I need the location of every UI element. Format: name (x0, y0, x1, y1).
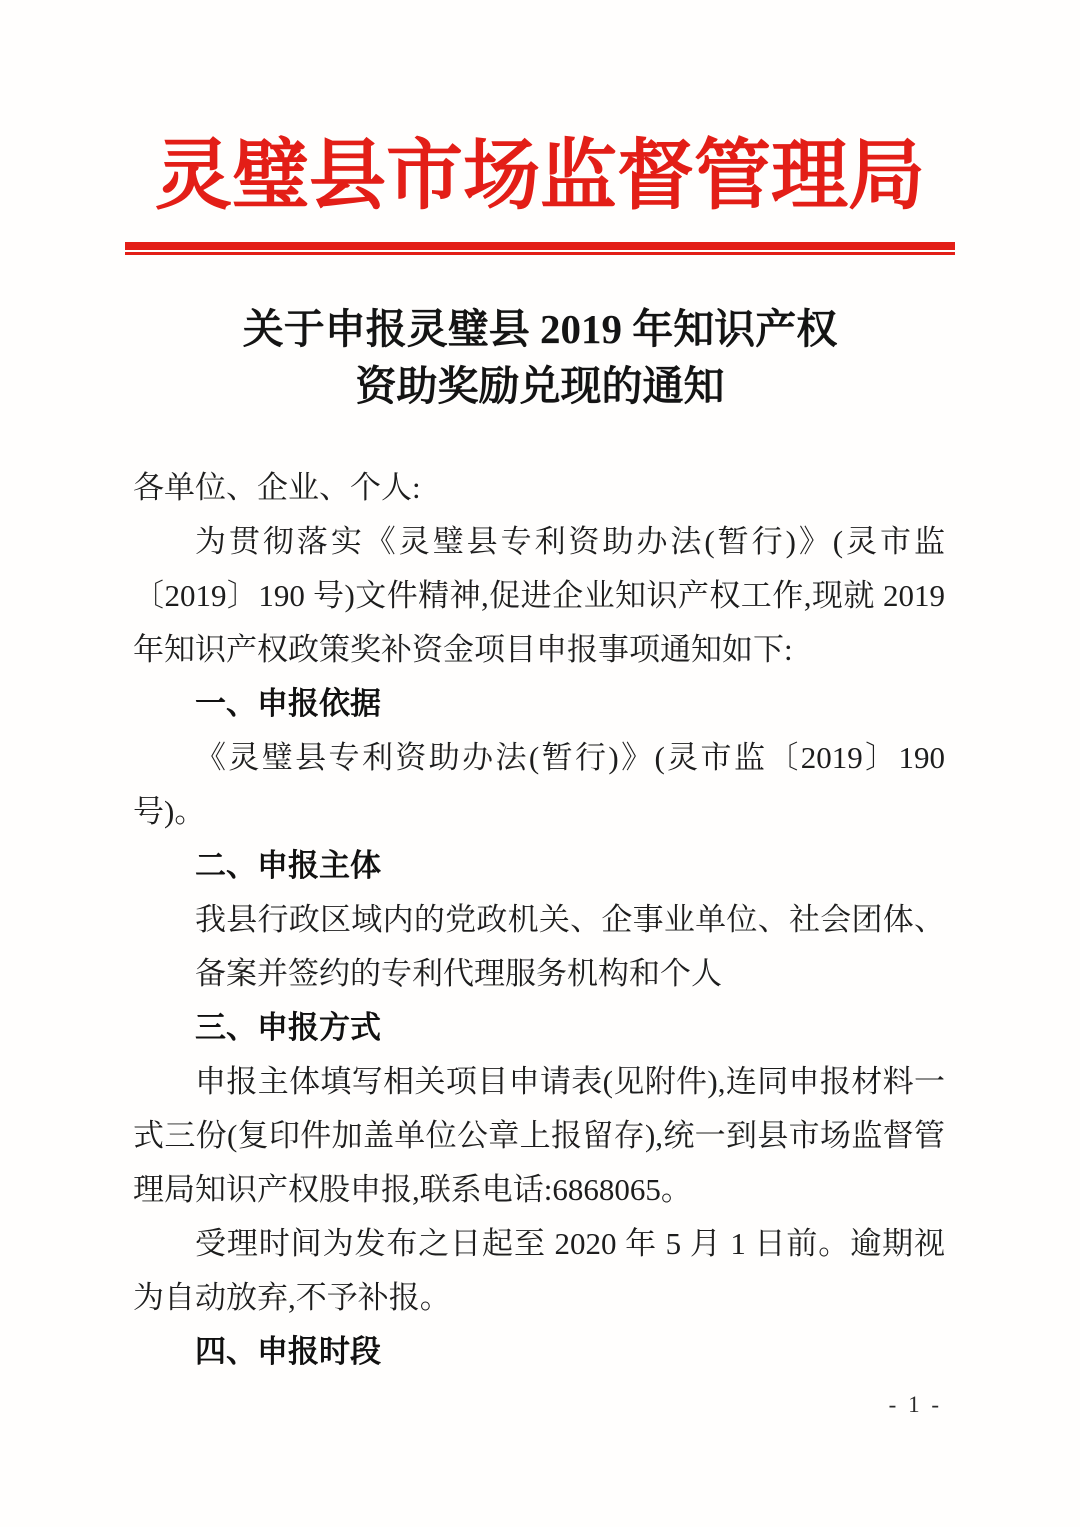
section-heading: 三、申报方式 (195, 1009, 381, 1045)
document-body (133, 461, 945, 1379)
body-paragraph: 受理时间为发布之日起至 2020 年 5 月 1 日前。逾期视为自动放弃,不予补报。 (133, 1225, 945, 1315)
document-title-line2: 资助奖励兑现的通知 (355, 362, 725, 409)
body-paragraph: 《灵璧县专利资助办法(暂行)》(灵市监〔2019〕190 号)。 (133, 739, 945, 829)
section-heading: 二、申报主体 (195, 847, 381, 883)
page-number: - 1 - (888, 1392, 942, 1417)
section-heading: 四、申报时段 (195, 1333, 381, 1369)
divider-thick-line (125, 242, 955, 250)
body-paragraph: 为贯彻落实《灵璧县专利资助办法(暂行)》(灵市监〔2019〕190 号)文件精神,促进企业知识产权工作,现就 2019 年知识产权政策奖补资金项目申报事项通知如下: (133, 523, 945, 667)
divider-thin-line (125, 252, 955, 255)
body-paragraph: 各单位、企业、个人: (133, 469, 421, 505)
document-title-line1: 关于申报灵璧县 2019 年知识产权 (242, 305, 838, 352)
body-paragraph: 申报主体填写相关项目申请表(见附件),连同申报材料一式三份(复印件加盖单位公章上报留存),统一到县市场监督管理局知识产权股申报,联系电话:6868065。 (133, 1063, 945, 1207)
section-heading: 一、申报依据 (195, 685, 381, 721)
document-title (0, 301, 1080, 415)
letterhead-agency-name: 灵璧县市场监督管理局 (155, 133, 925, 219)
body-paragraph: 我县行政区域内的党政机关、企事业单位、社会团体、备案并签约的专利代理服务机构和个人 (195, 901, 945, 991)
letterhead-divider (125, 242, 955, 255)
